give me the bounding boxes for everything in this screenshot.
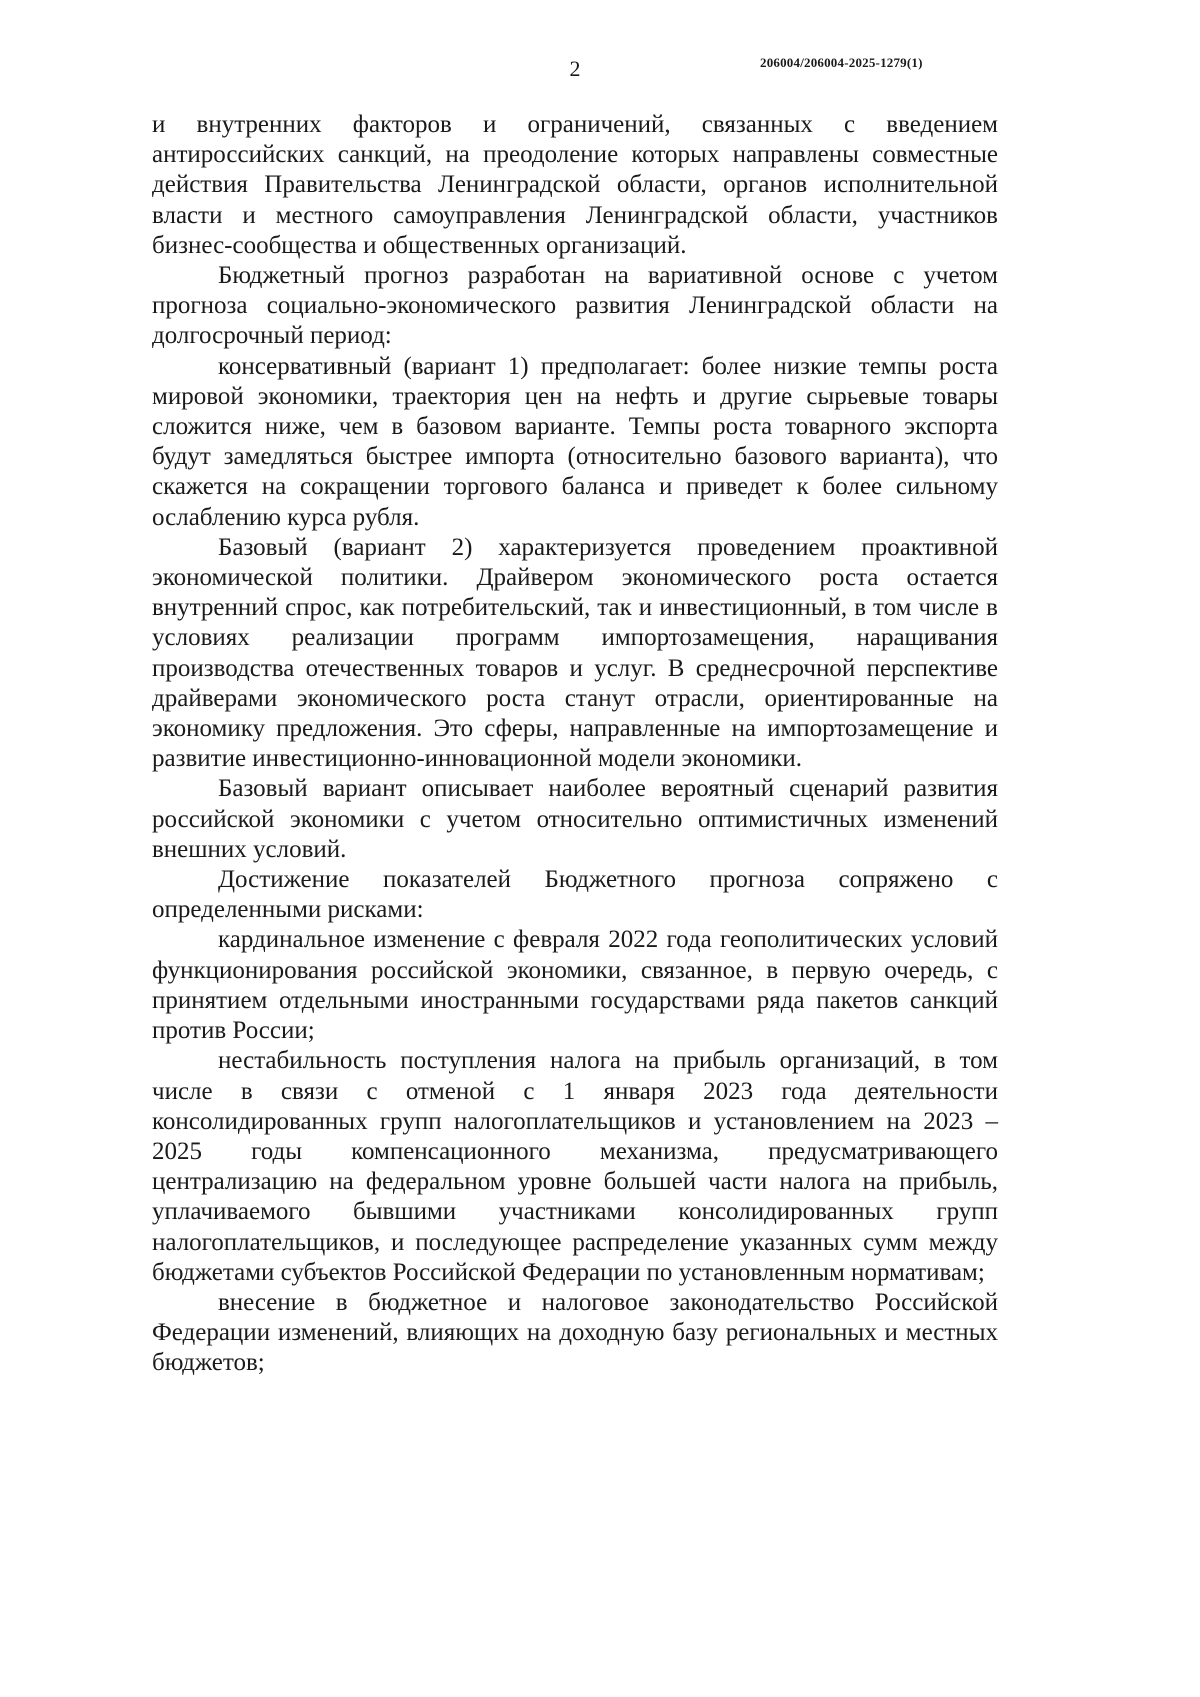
paragraph-base-variant-description: Базовый вариант описывает наиболее вероятный сценарий развития российской экономики с учетом относительно оптимистичных изменений внешних условий. [152, 775, 998, 863]
paragraph-risk-legislation: внесение в бюджетное и налоговое законодательство Российской Федерации изменений, влияющих на доходную базу региональных и местных бюджетов; [152, 1288, 998, 1377]
paragraph-forecast-basis: Бюджетный прогноз разработан на вариативной основе с учетом прогноза социально-экономического развития Ленинградской области на долгосрочный период: [152, 262, 998, 350]
paragraph-continuation: и внутренних факторов и ограничений, связанных с введением антироссийских санкций, на преодоление которых направлены совместные действия Правительства Ленинградской области, органов исполнительной власти и местного самоуправления Ленинградской области, участников бизнес-сообщества и общественных организаций. [152, 111, 998, 259]
document-body [152, 110, 998, 1379]
paragraph-risk-profit-tax: нестабильность поступления налога на прибыль организаций, в том числе в связи с отменой с 1 января 2023 года деятельности консолидированных групп налогоплательщиков и установлением на 2023 – 2025 годы компенсационного механизма, предусматривающего централизацию на федеральном уровне большей части налога на прибыль, уплачиваемого бывшими участниками консолидированных групп налогоплательщиков, и последующее распределение указанных сумм между бюджетами субъектов Российской Федерации по установленным нормативам; [152, 1047, 998, 1286]
document-id: 206004/206004-2025-1279(1) [760, 55, 923, 70]
page-number: 2 [569, 56, 581, 81]
paragraph-base-variant: Базовый (вариант 2) характеризуется проведением проактивной экономической политики. Драйвером экономического роста остается внутренний спрос, как потребительский, так и инвестиционный, в том числе в условиях реализации программ импортозамещения, наращивания производства отечественных товаров и услуг. В среднесрочной перспективе драйверами экономического роста станут отрасли, ориентированные на экономику предложения. Это сферы, направленные на импортозамещение и развитие инвестиционно-инновационной модели экономики. [152, 533, 998, 773]
paragraph-conservative-variant: консервативный (вариант 1) предполагает: более низкие темпы роста мировой экономики, траектория цен на нефть и другие сырьевые товары сложится ниже, чем в базовом варианте. Темпы роста товарного экспорта будут замедляться быстрее импорта (относительно базового варианта), что скажется на сокращении торгового баланса и приведет к более сильному ослаблению курса рубля. [152, 352, 998, 531]
paragraph-risk-geopolitical: кардинальное изменение с февраля 2022 года геополитических условий функционирования российской экономики, связанное, в первую очередь, с принятием отдельными иностранными государствами ряда пакетов санкций против России; [152, 926, 998, 1045]
paragraph-risks-intro: Достижение показателей Бюджетного прогноза сопряжено с определенными рисками: [152, 866, 998, 924]
